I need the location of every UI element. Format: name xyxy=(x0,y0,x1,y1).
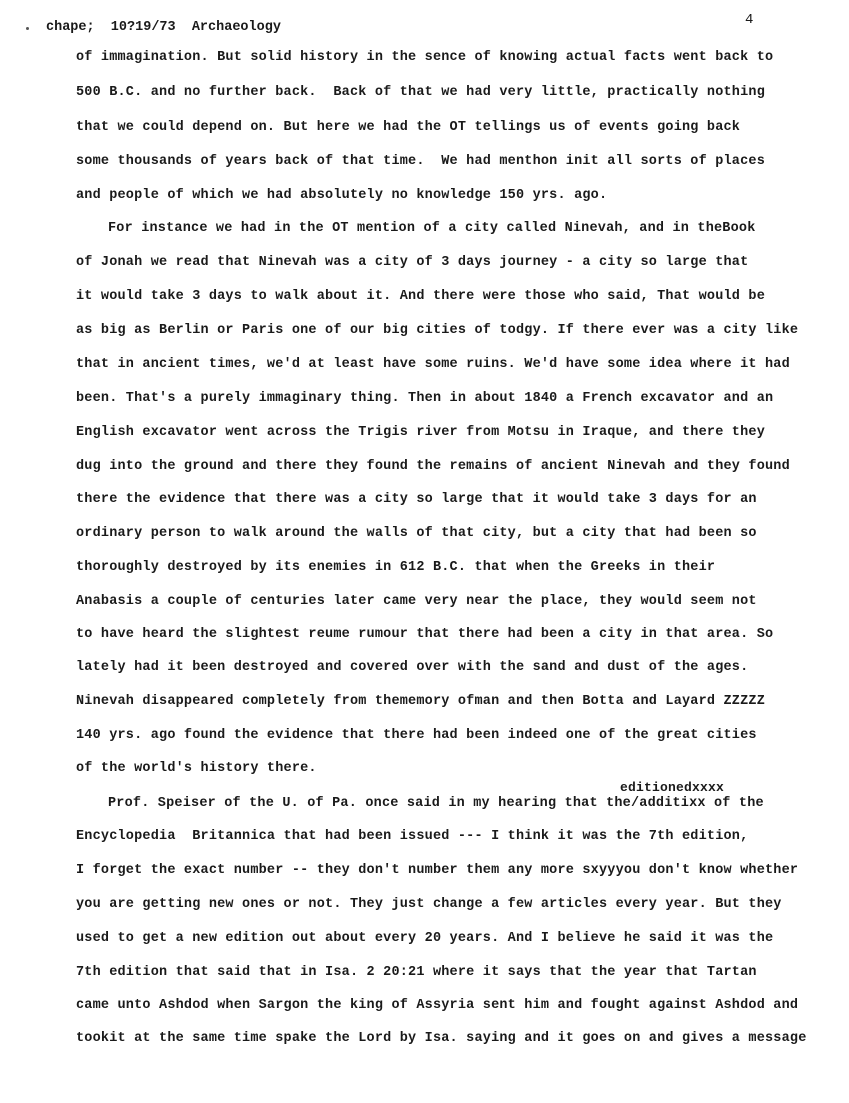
text-line: you are getting new ones or not. They just change a few articles every year. But they xyxy=(76,897,782,912)
text-line: Anabasis a couple of centuries later came very near the place, they would seem not xyxy=(76,594,757,609)
stray-ink-mark xyxy=(26,27,29,30)
text-line: as big as Berlin or Paris one of our big cities of todgy. If there ever was a city like xyxy=(76,323,799,338)
text-line: thoroughly destroyed by its enemies in 612 B.C. that when the Greeks in their xyxy=(76,560,716,575)
page-number: 4 xyxy=(745,12,754,28)
text-line: I forget the exact number -- they don't number them any more sxyyyou don't know whether xyxy=(76,863,799,878)
text-line: it would take 3 days to walk about it. And there were those who said, That would be xyxy=(76,289,766,304)
text-line: For instance we had in the OT mention of a city called Ninevah, and in theBook xyxy=(108,221,756,236)
text-line: came unto Ashdod when Sargon the king of Assyria sent him and fought against Ashdod and xyxy=(76,998,799,1013)
text-line: tookit at the same time spake the Lord by Isa. saying and it goes on and gives a message xyxy=(76,1031,807,1046)
text-line: 140 yrs. ago found the evidence that there had been indeed one of the great cities xyxy=(76,728,757,743)
text-line: been. That's a purely immaginary thing. Then in about 1840 a French excavator and an xyxy=(76,391,774,406)
text-line: and people of which we had absolutely no knowledge 150 yrs. ago. xyxy=(76,188,608,203)
text-line: ordinary person to walk around the walls of that city, but a city that had been so xyxy=(76,526,757,541)
text-line: lately had it been destroyed and covered over with the sand and dust of the ages. xyxy=(76,660,749,675)
page-header: chape; 10?19/73 Archaeology xyxy=(46,20,281,35)
text-line: Encyclopedia Britannica that had been issued --- I think it was the 7th edition, xyxy=(76,829,749,844)
text-line: 7th edition that said that in Isa. 2 20:21 where it says that the year that Tartan xyxy=(76,965,757,980)
text-line: of Jonah we read that Ninevah was a city of 3 days journey - a city so large that xyxy=(76,255,749,270)
text-line: English excavator went across the Trigis river from Motsu in Iraque, and there they xyxy=(76,425,766,440)
text-line: that we could depend on. But here we had the OT tellings us of events going back xyxy=(76,120,741,135)
text-line: some thousands of years back of that time. We had menthon init all sorts of places xyxy=(76,154,766,169)
text-line: used to get a new edition out about every 20 years. And I believe he said it was the xyxy=(76,931,774,946)
text-line: 500 B.C. and no further back. Back of that we had very little, practically nothing xyxy=(76,85,766,100)
text-line: that in ancient times, we'd at least have some ruins. We'd have some idea where it had xyxy=(76,357,790,372)
interlinear-insertion: editionedxxxx xyxy=(620,780,725,795)
text-line: Ninevah disappeared completely from thememory ofman and then Botta and Layard ZZZZZ xyxy=(76,694,766,709)
text-line: Prof. Speiser of the U. of Pa. once said in my hearing that the/additixx of the xyxy=(108,796,764,811)
text-line: of immagination. But solid history in the sence of knowing actual facts went back to xyxy=(76,50,774,65)
text-line: there the evidence that there was a city so large that it would take 3 days for an xyxy=(76,492,757,507)
text-line: of the world's history there. xyxy=(76,761,317,776)
text-line: to have heard the slightest reume rumour that there had been a city in that area. So xyxy=(76,627,774,642)
text-line: dug into the ground and there they found the remains of ancient Ninevah and they found xyxy=(76,459,790,474)
